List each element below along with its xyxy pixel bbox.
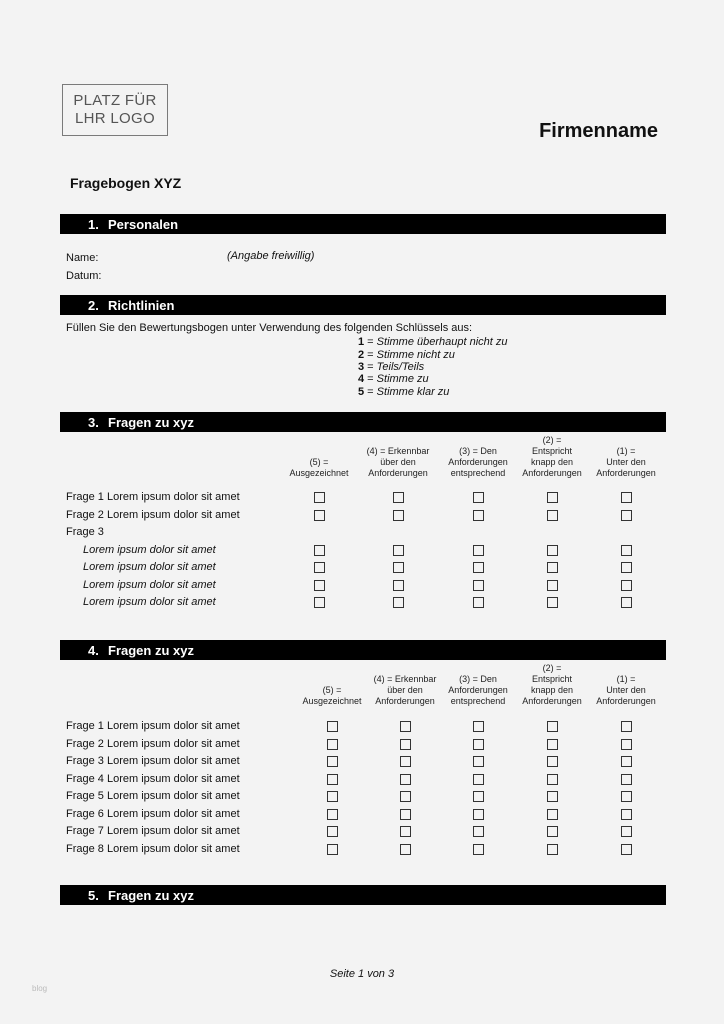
- rating-checkbox[interactable]: [621, 739, 632, 750]
- rating-column-header-line: (3) = Den: [459, 674, 497, 684]
- rating-checkbox[interactable]: [473, 791, 484, 802]
- rating-checkbox[interactable]: [473, 510, 484, 521]
- question-label: Frage 8 Lorem ipsum dolor sit amet: [66, 842, 240, 855]
- rating-checkbox[interactable]: [621, 580, 632, 591]
- rating-column-header-line: Unter den: [606, 685, 646, 695]
- rating-key-item: [358, 336, 508, 348]
- question-label: Frage 3: [66, 526, 104, 538]
- rating-checkbox[interactable]: [547, 545, 558, 556]
- rating-column-header-line: knapp den: [530, 457, 574, 467]
- rating-checkbox[interactable]: [400, 826, 411, 837]
- rating-key-separator: =: [364, 336, 377, 348]
- rating-checkbox[interactable]: [400, 756, 411, 767]
- section-title: Richtlinien: [108, 297, 175, 313]
- rating-checkbox[interactable]: [473, 580, 484, 591]
- rating-column-header-line: über den: [387, 685, 423, 695]
- rating-column-header-line: Anforderungen: [448, 457, 508, 467]
- rating-checkbox[interactable]: [621, 545, 632, 556]
- optional-note: (Angabe freiwillig): [227, 250, 315, 262]
- rating-checkbox[interactable]: [393, 545, 404, 556]
- rating-checkbox[interactable]: [547, 580, 558, 591]
- rating-checkbox[interactable]: [327, 809, 338, 820]
- rating-key-number: 5: [358, 386, 365, 398]
- rating-checkbox[interactable]: [393, 492, 404, 503]
- section-title: Personalen: [108, 216, 179, 232]
- question-label: Lorem ipsum dolor sit amet: [83, 596, 216, 608]
- rating-checkbox[interactable]: [547, 809, 558, 820]
- rating-checkbox[interactable]: [327, 721, 338, 732]
- rating-column-header-line: Anforderungen: [375, 696, 435, 706]
- rating-checkbox[interactable]: [547, 492, 558, 503]
- rating-key-item: [358, 386, 449, 398]
- rating-checkbox[interactable]: [393, 562, 404, 573]
- rating-checkbox[interactable]: [621, 510, 632, 521]
- name-label: Name:: [66, 252, 99, 264]
- rating-column-header-line: Ausgezeichnet: [289, 468, 349, 478]
- rating-column-header-line: Anforderungen: [596, 696, 656, 706]
- question-label: Frage 2 Lorem ipsum dolor sit amet: [66, 737, 240, 750]
- rating-column-header-line: (4) = Erkennbar: [366, 446, 430, 456]
- rating-key-separator: =: [364, 373, 377, 385]
- rating-checkbox[interactable]: [473, 562, 484, 573]
- rating-key-text: Stimme zu: [376, 373, 429, 385]
- rating-checkbox[interactable]: [393, 597, 404, 608]
- rating-checkbox[interactable]: [314, 510, 325, 521]
- rating-checkbox[interactable]: [621, 809, 632, 820]
- rating-checkbox[interactable]: [400, 721, 411, 732]
- rating-checkbox[interactable]: [547, 510, 558, 521]
- rating-checkbox[interactable]: [473, 809, 484, 820]
- rating-column-header: [514, 663, 590, 707]
- rating-checkbox[interactable]: [327, 826, 338, 837]
- rating-checkbox[interactable]: [547, 739, 558, 750]
- rating-key-number: 4: [358, 373, 365, 385]
- rating-checkbox[interactable]: [400, 739, 411, 750]
- section-number: 5.: [88, 887, 99, 903]
- question-label: Frage 6 Lorem ipsum dolor sit amet: [66, 807, 240, 820]
- question-label: Frage 4 Lorem ipsum dolor sit amet: [66, 772, 240, 785]
- guidelines-intro: Füllen Sie den Bewertungsbogen unter Verwendung des folgenden Schlüssels aus:: [66, 322, 473, 334]
- logo-line-1: PLATZ FÜR: [73, 92, 157, 109]
- rating-column-header: [440, 446, 516, 479]
- rating-column-header-line: knapp den: [530, 685, 574, 695]
- rating-column-header-line: (3) = Den: [459, 446, 497, 456]
- rating-column-header-line: (4) = Erkennbar: [373, 674, 437, 684]
- rating-checkbox[interactable]: [547, 774, 558, 785]
- rating-checkbox[interactable]: [400, 791, 411, 802]
- rating-column-header-line: entsprechend: [450, 468, 506, 478]
- form-title: Fragebogen XYZ: [70, 175, 182, 191]
- question-label: Frage 1 Lorem ipsum dolor sit amet: [66, 491, 240, 503]
- question-label: Frage 1 Lorem ipsum dolor sit amet: [66, 720, 240, 732]
- rating-column-header-line: Anforderungen: [448, 685, 508, 695]
- question-label: Lorem ipsum dolor sit amet: [83, 578, 216, 591]
- rating-checkbox[interactable]: [547, 756, 558, 767]
- rating-checkbox[interactable]: [473, 826, 484, 837]
- logo-line-2: LHR LOGO: [75, 110, 155, 127]
- rating-checkbox[interactable]: [473, 721, 484, 732]
- rating-key-number: 3: [358, 361, 365, 373]
- rating-column-header: [514, 435, 590, 479]
- rating-checkbox[interactable]: [547, 844, 558, 855]
- company-name: Firmenname: [539, 120, 658, 142]
- rating-checkbox[interactable]: [621, 721, 632, 732]
- rating-key-separator: =: [364, 349, 377, 361]
- rating-column-header-line: Ausgezeichnet: [302, 696, 362, 706]
- rating-key-text: Stimme überhaupt nicht zu: [376, 336, 508, 348]
- rating-checkbox[interactable]: [473, 492, 484, 503]
- rating-key-item: [358, 349, 455, 361]
- section-header-5: [60, 885, 666, 905]
- rating-checkbox[interactable]: [547, 562, 558, 573]
- rating-checkbox[interactable]: [547, 721, 558, 732]
- rating-checkbox[interactable]: [621, 492, 632, 503]
- rating-checkbox[interactable]: [473, 756, 484, 767]
- rating-checkbox[interactable]: [400, 774, 411, 785]
- rating-checkbox[interactable]: [547, 826, 558, 837]
- rating-column-header: [367, 674, 443, 707]
- watermark: blog: [32, 984, 48, 993]
- rating-checkbox[interactable]: [621, 597, 632, 608]
- rating-column-header-line: Unter den: [606, 457, 646, 467]
- rating-checkbox[interactable]: [621, 791, 632, 802]
- rating-column-header-line: (5) =: [322, 685, 342, 695]
- rating-checkbox[interactable]: [327, 756, 338, 767]
- rating-checkbox[interactable]: [393, 510, 404, 521]
- rating-checkbox[interactable]: [314, 580, 325, 591]
- rating-checkbox[interactable]: [400, 844, 411, 855]
- rating-column-header-line: Anforderungen: [368, 468, 428, 478]
- rating-key-number: 1: [358, 336, 365, 348]
- rating-column-header: [294, 685, 370, 707]
- rating-key-item: [358, 361, 424, 373]
- rating-column-header: [360, 446, 436, 479]
- rating-checkbox[interactable]: [314, 492, 325, 503]
- rating-column-header-line: (2) =: [542, 435, 562, 445]
- rating-checkbox[interactable]: [314, 597, 325, 608]
- question-label: Lorem ipsum dolor sit amet: [83, 543, 216, 556]
- rating-column-header-line: (1) =: [616, 446, 636, 456]
- rating-column-header: [281, 457, 357, 479]
- section-number: 2.: [88, 297, 99, 313]
- rating-checkbox[interactable]: [327, 739, 338, 750]
- question-label: Frage 2 Lorem ipsum dolor sit amet: [66, 508, 240, 521]
- rating-checkbox[interactable]: [473, 774, 484, 785]
- rating-checkbox[interactable]: [473, 844, 484, 855]
- rating-checkbox[interactable]: [621, 774, 632, 785]
- rating-column-header-line: Anforderungen: [522, 468, 582, 478]
- rating-column-header-line: Anforderungen: [522, 696, 582, 706]
- rating-checkbox[interactable]: [621, 562, 632, 573]
- rating-column-header: [588, 446, 664, 479]
- rating-key-text: Teils/Teils: [376, 361, 425, 373]
- section-header-2: [60, 295, 666, 315]
- rating-column-header-line: (1) =: [616, 674, 636, 684]
- rating-column-header-line: Entspricht: [531, 446, 573, 456]
- section-number: 1.: [88, 216, 99, 232]
- rating-column-header: [588, 674, 664, 707]
- section-title: Fragen zu xyz: [108, 642, 194, 658]
- rating-column-header-line: Entspricht: [531, 674, 573, 684]
- rating-key-separator: =: [364, 361, 377, 373]
- question-label: Lorem ipsum dolor sit amet: [83, 561, 216, 573]
- rating-checkbox[interactable]: [314, 562, 325, 573]
- section-number: 3.: [88, 414, 99, 430]
- question-label: Frage 5 Lorem ipsum dolor sit amet: [66, 790, 240, 802]
- rating-checkbox[interactable]: [473, 739, 484, 750]
- rating-key-item: [358, 373, 429, 385]
- rating-key-number: 2: [358, 349, 365, 361]
- rating-column-header-line: Anforderungen: [596, 468, 656, 478]
- rating-checkbox[interactable]: [400, 809, 411, 820]
- rating-checkbox[interactable]: [621, 756, 632, 767]
- rating-column-header: [440, 674, 516, 707]
- section-title: Fragen zu xyz: [108, 414, 194, 430]
- question-label: Frage 3 Lorem ipsum dolor sit amet: [66, 755, 240, 767]
- rating-column-header-line: über den: [380, 457, 416, 467]
- question-label: Frage 7 Lorem ipsum dolor sit amet: [66, 825, 240, 837]
- rating-key-text: Stimme klar zu: [376, 386, 450, 398]
- rating-checkbox[interactable]: [393, 580, 404, 591]
- rating-column-header-line: (2) =: [542, 663, 562, 673]
- section-header-4: [60, 640, 666, 660]
- rating-checkbox[interactable]: [621, 826, 632, 837]
- section-header-1: [60, 214, 666, 234]
- rating-column-header-line: (5) =: [309, 457, 329, 467]
- logo-placeholder: [62, 84, 168, 136]
- rating-key-text: Stimme nicht zu: [376, 349, 455, 361]
- rating-checkbox[interactable]: [473, 545, 484, 556]
- rating-checkbox[interactable]: [327, 791, 338, 802]
- rating-checkbox[interactable]: [327, 844, 338, 855]
- date-label: Datum:: [66, 270, 102, 282]
- rating-checkbox[interactable]: [547, 791, 558, 802]
- rating-checkbox[interactable]: [473, 597, 484, 608]
- rating-checkbox[interactable]: [547, 597, 558, 608]
- rating-column-header-line: entsprechend: [450, 696, 506, 706]
- section-number: 4.: [88, 642, 99, 658]
- section-header-3: [60, 412, 666, 432]
- section-title: Fragen zu xyz: [108, 887, 194, 903]
- rating-checkbox[interactable]: [314, 545, 325, 556]
- rating-key-separator: =: [364, 386, 377, 398]
- rating-checkbox[interactable]: [327, 774, 338, 785]
- rating-checkbox[interactable]: [621, 844, 632, 855]
- page-footer: Seite 1 von 3: [329, 968, 395, 980]
